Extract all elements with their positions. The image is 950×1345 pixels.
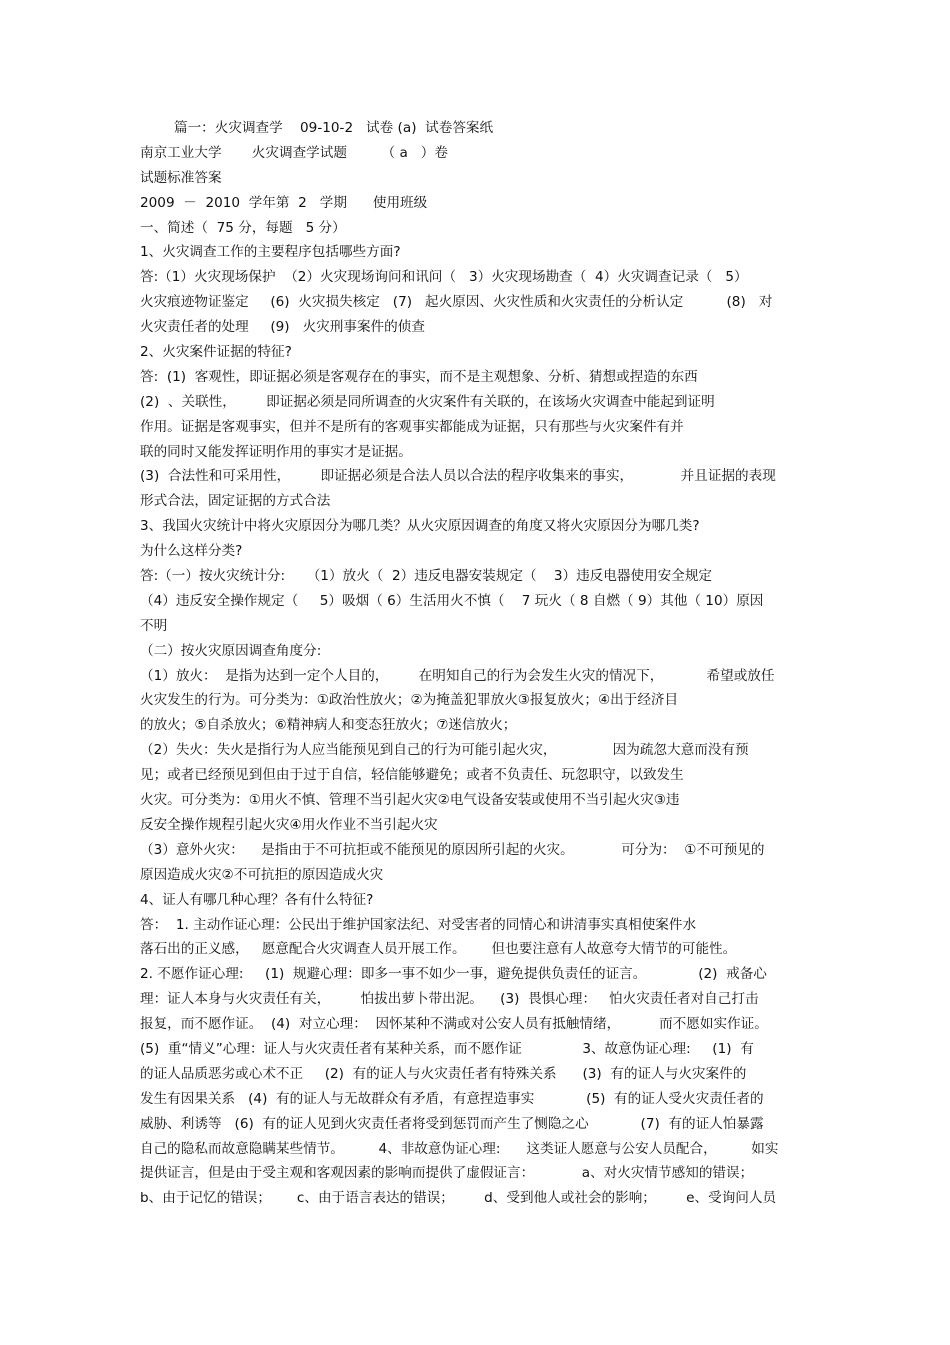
answer-3-line-11: 反安全操作规程引起火灾④用火作业不当引起火灾 — [140, 816, 438, 833]
answer-4-line-12: b、由于记忆的错误； c、由于语言表达的错误； d、受到他人或社会的影响； e、受询问人员 — [140, 1190, 777, 1207]
document-heading: 篇一：火灾调查学 09-10-2 试卷 (a) 试卷答案纸 — [174, 120, 494, 136]
answer-1-line-3: 火灾责任者的处理 (9) 火灾刑事案件的侦查 — [140, 319, 425, 336]
answer-2-line-1: 答: (1) 客观性，即证据必须是客观存在的事实，而不是主观想象、分析、猜想或捏造的东西 — [140, 368, 698, 385]
semester-info: 2009 － 2010 学年第 2 学期 使用班级 — [140, 194, 428, 211]
answer-3-line-1: 答:（一）按火灾统计分: （1）放火（ 2）违反电器安装规定（ 3）违反电器使用安全规定 — [140, 568, 713, 585]
answer-2-line-6: 形式合法，固定证据的方式合法 — [140, 493, 331, 510]
answer-3-line-2: （4）违反安全操作规定（ 5）吸烟（ 6）生活用火不慎（ 7 玩火（ 8 自燃（ 9）其他（ 10）原因 — [140, 592, 764, 609]
answer-2-line-5: (3) 合法性和可采用性， 即证据必须是合法人员以合法的程序收集来的事实， 并且证据的表现 — [140, 468, 776, 485]
answer-4-line-5: 报复，而不愿作证。 (4) 对立心理： 因怀某种不满或对公安人员有抵触情绪， 而不愿如实作证。 — [140, 1016, 768, 1033]
answer-3-line-10: 火灾。可分类为：①用火不慎、管理不当引起火灾②电气设备安装或使用不当引起火灾③违 — [140, 792, 680, 809]
answer-key-label: 试题标准答案 — [140, 169, 222, 186]
question-1: 1、火灾调查工作的主要程序包括哪些方面? — [140, 244, 401, 261]
answer-4-line-4: 理：证人本身与火灾责任有关， 怕拔出萝卜带出泥。 (3) 畏惧心理： 怕火灾责任者对自己打击 — [140, 991, 759, 1008]
question-4: 4、证人有哪几种心理？各有什么特征? — [140, 891, 374, 908]
answer-3-line-5: （1）放火： 是指为达到一定个人目的， 在明知自己的行为会发生火灾的情况下， 希望或放任 — [140, 667, 775, 684]
answer-4-line-11: 提供证言，但是由于受主观和客观因素的影响而提供了虚假证言： a、对火灾情节感知的错误； — [140, 1165, 754, 1182]
answer-4-line-9: 威胁、利诱等 (6) 有的证人见到火灾责任者将受到惩罚而产生了恻隐之心 (7) 有的证人怕暴露 — [140, 1115, 764, 1132]
answer-3-line-13: 原因造成火灾②不可抗拒的原因造成火灾 — [140, 866, 384, 883]
answer-4-line-1: 答： 1. 主动作证心理：公民出于维护国家法纪、对受害者的同情心和讲清事实真相使案件水 — [140, 916, 697, 933]
answer-3-line-9: 见；或者已经预见到但由于过于自信，轻信能够避免；或者不负责任、玩忽职守，以致发生 — [140, 767, 684, 784]
university-exam-title: 南京工业大学 火灾调查学试题 （ a ）卷 — [140, 144, 448, 161]
answer-3-line-3: 不明 — [140, 617, 168, 634]
answer-4-line-6: (5) 重“情义”心理：证人与火灾责任者有某种关系，而不愿作证 3、故意伪证心理: (1) 有 — [140, 1040, 754, 1057]
question-3-line-2: 为什么这样分类? — [140, 543, 243, 560]
answer-2-line-3: 作用。证据是客观事实，但并不是所有的客观事实都能成为证据，只有那些与火灾案件有并 — [140, 418, 684, 435]
answer-4-line-8: 发生有因果关系 (4) 有的证人与无故群众有矛盾，有意捏造事实 (5) 有的证人受火灾责任者的 — [140, 1090, 764, 1107]
answer-2-line-4: 联的同时又能发挥证明作用的事实才是证据。 — [140, 443, 412, 460]
answer-1-line-2: 火灾痕迹物证鉴定 (6) 火灾损失核定 (7) 起火原因、火灾性质和火灾责任的分析认定 (8) 对 — [140, 294, 773, 311]
answer-3-line-6: 火灾发生的行为。可分类为：①政治性放火；②为掩盖犯罪放火③报复放火；④出于经济目 — [140, 692, 679, 709]
section-heading: 一、简述（ 75 分，每题 5 分） — [140, 219, 346, 236]
question-3-line-1: 3、我国火灾统计中将火灾原因分为哪几类？从火灾原因调查的角度又将火灾原因分为哪几类? — [140, 518, 700, 535]
answer-4-line-7: 的证人品质恶劣或心术不正 (2) 有的证人与火灾责任者有特殊关系 (3) 有的证人与火灾案件的 — [140, 1065, 747, 1082]
answer-2-line-2: (2) 、关联性， 即证据必须是同所调查的火灾案件有关联的，在该场火灾调查中能起到证明 — [140, 393, 715, 410]
answer-1-line-1: 答:（1）火灾现场保护 （2）火灾现场询问和讯问（ 3）火灾现场勘查（ 4）火灾调查记录（ 5） — [140, 269, 748, 286]
answer-3-line-8: （2）失火：失火是指行为人应当能预见到自己的行为可能引起火灾， 因为疏忽大意而没有预 — [140, 742, 749, 759]
answer-4-line-3: 2. 不愿作证心理: (1) 规避心理：即多一事不如少一事，避免提供负责任的证言。 (2) 戒备心 — [140, 966, 767, 983]
answer-4-line-2: 落石出的正义感， 愿意配合火灾调查人员开展工作。 但也要注意有人故意夸大情节的可能性。 — [140, 941, 737, 958]
answer-3-line-12: （3）意外火灾： 是指由于不可抗拒或不能预见的原因所引起的火灾。 可分为： ①不可预见的 — [140, 841, 765, 858]
answer-4-line-10: 自己的隐私而故意隐瞒某些情节。 4、非故意伪证心理: 这类证人愿意与公安人员配合， 如实 — [140, 1140, 779, 1157]
document-body — [140, 116, 812, 1211]
answer-3-line-7: 的放火；⑤自杀放火；⑥精神病人和变态狂放火；⑦迷信放火； — [140, 717, 517, 734]
answer-3-line-4: （二）按火灾原因调查角度分: — [140, 642, 322, 659]
question-2: 2、火灾案件证据的特征? — [140, 344, 292, 361]
